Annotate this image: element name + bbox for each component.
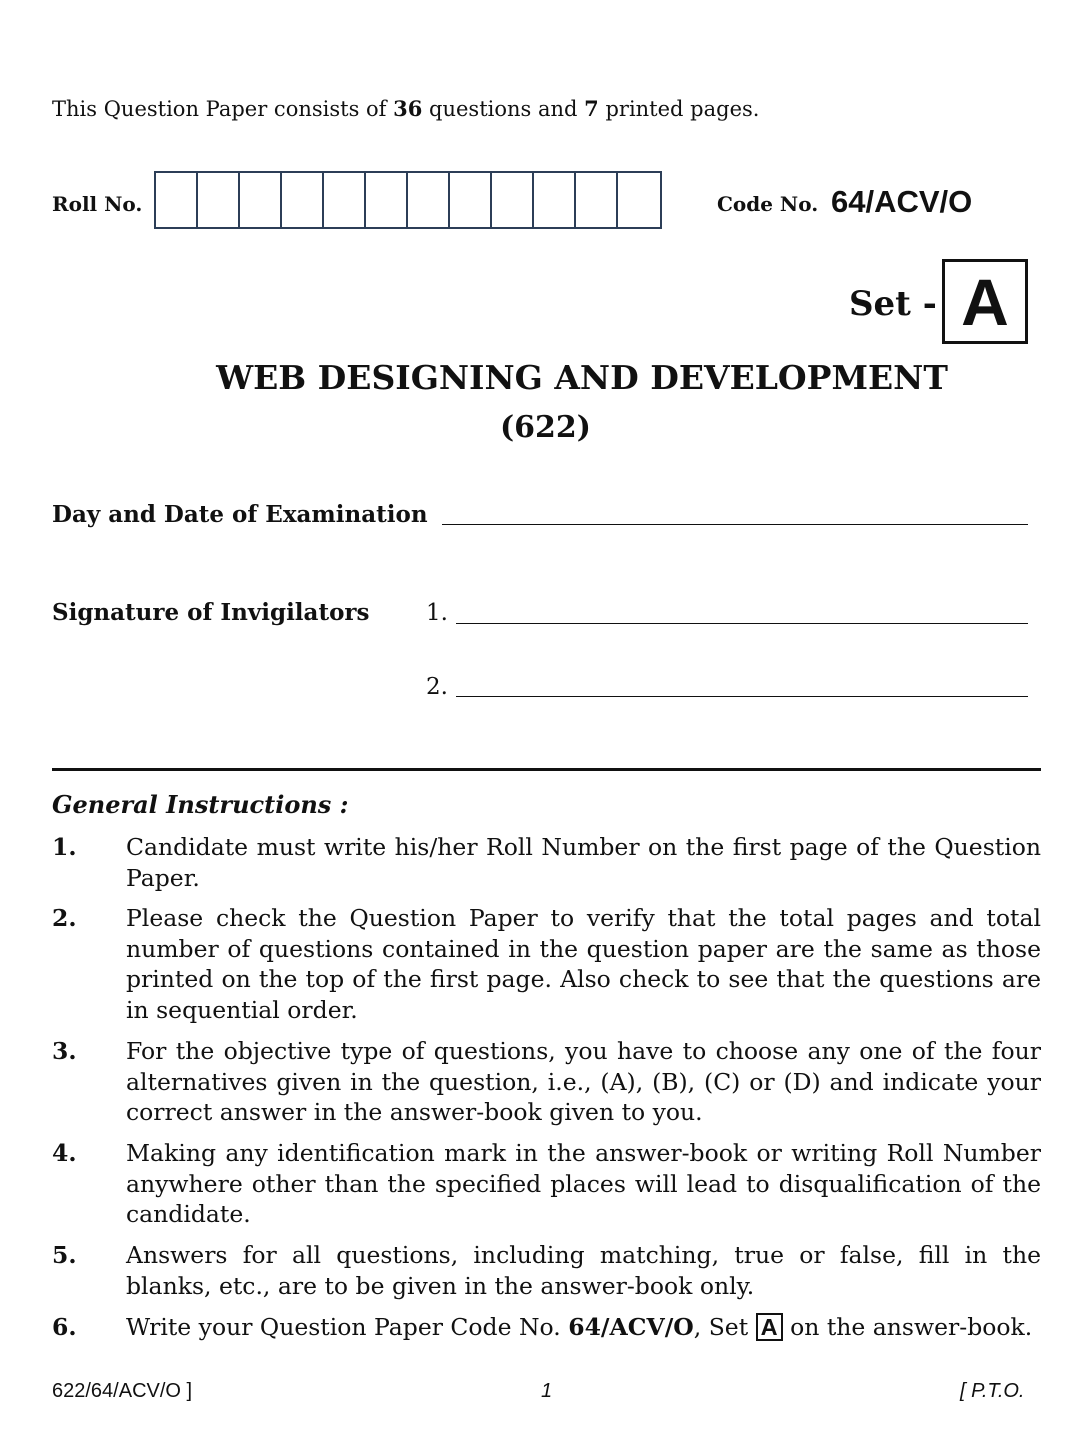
code-number-label: Code No.	[717, 192, 819, 216]
paper-summary-note	[52, 96, 759, 121]
note-middle: questions and	[422, 97, 585, 121]
roll-number-cell[interactable]	[198, 173, 240, 227]
roll-number-cell[interactable]	[492, 173, 534, 227]
roll-number-cell[interactable]	[534, 173, 576, 227]
roll-number-cell[interactable]	[576, 173, 618, 227]
set-box: A	[942, 259, 1028, 344]
roll-number-cell[interactable]	[450, 173, 492, 227]
pages-count: 7	[584, 96, 599, 121]
exam-date-field[interactable]	[442, 524, 1028, 525]
instruction-number: 4.	[52, 1139, 77, 1167]
roll-number-boxes[interactable]	[154, 171, 662, 229]
footer-page-number: 1	[541, 1380, 553, 1402]
instruction-text: Answers for all questions, including matching, true or false, fill in the blanks, etc., are to be given in the answer-book only.	[126, 1241, 1041, 1300]
instruction-text: Making any identification mark in the answer-book or writing Roll Number anywhere other than the specified places will lead to disqualification of the candidate.	[126, 1139, 1041, 1228]
instruction-number: 6.	[52, 1313, 77, 1341]
signature-field-1[interactable]	[456, 623, 1028, 624]
instruction-code: 64/ACV/O	[568, 1313, 694, 1341]
roll-number-cell[interactable]	[618, 173, 660, 227]
instruction-item-5	[52, 1240, 1041, 1301]
instruction-text: For the objective type of questions, you have to choose any one of the four alternatives given in the question, i.e., (A), (B), (C) or (D) and indicate your correct answer in the answer-book given to you.	[126, 1037, 1041, 1126]
instruction-text-middle: , Set	[693, 1313, 756, 1341]
instruction-number: 1.	[52, 833, 77, 861]
roll-number-cell[interactable]	[240, 173, 282, 227]
section-divider	[52, 768, 1041, 771]
footer-pto: [ P.T.O.	[960, 1380, 1025, 1402]
roll-number-cell[interactable]	[366, 173, 408, 227]
roll-number-label: Roll No.	[52, 192, 143, 216]
instruction-number: 5.	[52, 1241, 77, 1269]
invigilator-signature-label: Signature of Invigilators	[52, 599, 370, 626]
instruction-text	[126, 1312, 1041, 1343]
roll-number-cell[interactable]	[156, 173, 198, 227]
roll-number-cell[interactable]	[324, 173, 366, 227]
subject-title: WEB DESIGNING AND DEVELOPMENT	[216, 358, 948, 397]
instruction-text-suffix: on the answer-book.	[782, 1313, 1033, 1341]
instruction-number: 3.	[52, 1037, 77, 1065]
subject-code: (622)	[499, 410, 591, 445]
note-suffix: printed pages.	[598, 97, 760, 121]
footer-paper-code: 622/64/ACV/O ]	[52, 1380, 193, 1402]
set-label: Set -	[849, 284, 937, 324]
roll-number-cell[interactable]	[408, 173, 450, 227]
instruction-item-2	[52, 903, 1041, 1025]
instruction-text: Candidate must write his/her Roll Number on the first page of the Question Paper.	[126, 833, 1041, 892]
exam-date-label: Day and Date of Examination	[52, 501, 428, 528]
code-number-value: 64/ACV/O	[831, 184, 973, 219]
signature-number-1: 1.	[426, 600, 448, 626]
instruction-number: 2.	[52, 904, 77, 932]
instruction-text: Please check the Question Paper to verify that the total pages and total number of questions contained in the question paper are the same as those printed on the top of the first page. Also check to see that the questions are in sequential order.	[126, 904, 1041, 1024]
note-prefix: This Question Paper consists of	[52, 97, 394, 121]
signature-field-2[interactable]	[456, 696, 1028, 697]
instructions-heading: General Instructions :	[52, 790, 349, 819]
instruction-item-4	[52, 1138, 1041, 1230]
instruction-item-6	[52, 1312, 1041, 1343]
instruction-text-prefix: Write your Question Paper Code No.	[126, 1313, 569, 1341]
signature-number-2: 2.	[426, 674, 448, 700]
roll-number-cell[interactable]	[282, 173, 324, 227]
questions-count: 36	[393, 96, 423, 121]
instruction-item-1	[52, 832, 1041, 893]
instruction-item-3	[52, 1036, 1041, 1128]
instruction-set-box: A	[756, 1313, 783, 1341]
